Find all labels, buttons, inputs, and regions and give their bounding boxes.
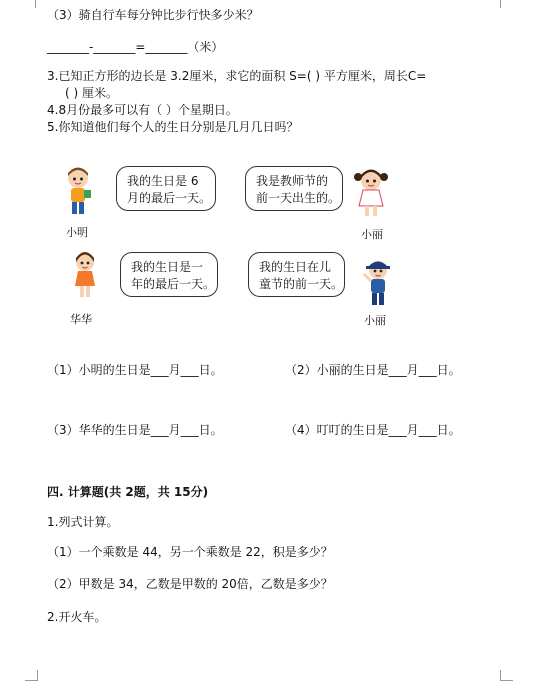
speech-bubble — [120, 252, 218, 297]
crop-mark-bottom-right — [500, 670, 513, 681]
crop-mark-top-right — [500, 0, 511, 8]
section-4-title: 四. 计算题(共 2题，共 15分) — [47, 485, 209, 499]
calc-question-1-2: （2）甲数是 34，乙数是甲数的 20倍，乙数是多少？ — [47, 577, 333, 591]
answer-4: （4）叮叮的生日是___月___日。 — [285, 423, 461, 437]
boy-xiaoming-illustration — [62, 166, 94, 218]
question-5: 5.你知道他们每个人的生日分别是几月几日吗？ — [47, 120, 299, 134]
character-name: 小明 — [66, 226, 88, 239]
question-3-continued: ( ) 厘米。 — [65, 86, 118, 100]
speech-bubble — [245, 166, 343, 211]
speech-line: 年的最后一天。 — [131, 277, 216, 291]
calc-question-1-1: （1）一个乘数是 44，另一个乘数是 22，积是多少？ — [47, 545, 333, 559]
speech-line: 前一天出生的。 — [256, 191, 341, 205]
crop-mark-bottom-left — [25, 670, 38, 681]
character-name: 华华 — [70, 313, 92, 326]
girl-huahua-illustration — [70, 250, 100, 302]
boy-cap-illustration — [361, 256, 395, 310]
speech-line: 我的生日是一 — [131, 260, 204, 274]
q3-formula: _______-_______=_______（米） — [47, 40, 224, 54]
character-name: 小丽 — [364, 314, 386, 327]
answer-3: （3）华华的生日是___月___日。 — [47, 423, 223, 437]
speech-bubble — [116, 166, 216, 211]
speech-line: 我的生日是 6 — [127, 174, 199, 188]
question-4: 4.8月份最多可以有（ ）个星期日。 — [47, 103, 238, 117]
calc-question-1: 1.列式计算。 — [47, 515, 119, 529]
crop-mark-top-left — [25, 0, 36, 8]
speech-line: 我是教师节的 — [256, 174, 329, 188]
calc-question-2: 2.开火车。 — [47, 610, 107, 624]
answer-2: （2）小丽的生日是___月___日。 — [285, 363, 461, 377]
speech-line: 童节的前一天。 — [259, 277, 344, 291]
character-name: 小丽 — [361, 228, 383, 241]
answer-1: （1）小明的生日是___月___日。 — [47, 363, 223, 377]
question-3: 3.已知正方形的边长是 3.2厘米，求它的面积 S=( ) 平方厘米，周长C= — [47, 69, 427, 83]
speech-line: 我的生日在儿 — [259, 260, 332, 274]
girl-xiaoli-illustration — [353, 168, 389, 220]
speech-line: 月的最后一天。 — [127, 191, 212, 205]
q3-sub-question: （3）骑自行车每分钟比步行快多少米？ — [47, 8, 259, 22]
speech-bubble — [248, 252, 345, 297]
